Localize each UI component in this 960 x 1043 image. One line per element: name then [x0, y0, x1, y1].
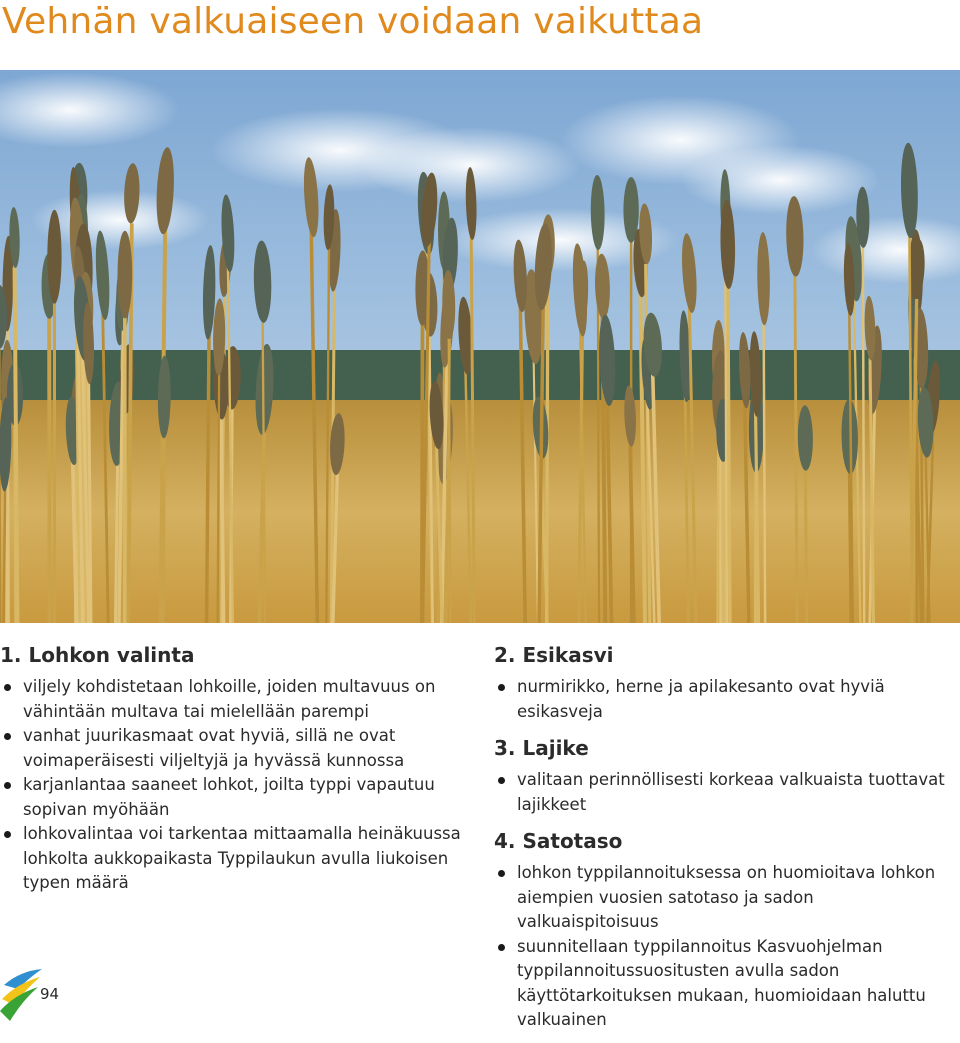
wheat-stalk [4, 474, 6, 623]
wheat-stalk [163, 427, 164, 623]
bullet-icon [4, 782, 11, 789]
wheat-stalk [728, 274, 730, 623]
list-item-text: viljely kohdistetaan lohkoille, joiden multavuus on vähintään multava tai mielellään parempi [23, 677, 435, 721]
page-number: 94 [40, 984, 59, 1004]
list-item-text: nurmirikko, herne ja apilakesanto ovat hyviä esikasveja [517, 677, 885, 721]
bullet-list [494, 675, 960, 724]
right-column [494, 641, 960, 1043]
wheat-ear [118, 231, 133, 319]
wheat-ear [47, 210, 61, 304]
bullet-list [494, 768, 960, 817]
wheat-stalk [221, 412, 224, 623]
bullet-list [0, 675, 470, 896]
section-lajike [494, 734, 960, 817]
bullet-icon [498, 944, 505, 951]
section-title: 2. Esikasvi [494, 641, 960, 669]
wheat-stalk [218, 367, 220, 623]
section-title: 3. Lajike [494, 734, 960, 762]
list-item-text: vanhat juurikasmaat ovat hyviä, sillä ne ovat voimaperäisesti viljeltyjä ja hyvässä kunnossa [23, 726, 404, 770]
wheat-stalk [805, 468, 806, 623]
bullet-list [494, 861, 960, 1033]
list-item [0, 822, 470, 896]
list-item [0, 724, 470, 773]
wheat-stalk [764, 309, 766, 623]
list-item-text: lohkovalintaa voi tarkentaa mittaamalla heinäkuussa lohkolta aukkopaikasta Typpilaukun avulla liukoisen typen määrä [23, 824, 461, 892]
bullet-icon [4, 733, 11, 740]
bullet-icon [4, 831, 11, 838]
list-item-text: valitaan perinnöllisesti korkeaa valkuaista tuottavat lajikkeet [517, 770, 945, 814]
list-item-text: suunnitellaan typpilannoitus Kasvuohjelman typpilannoitussuositusten avulla sadon käyttötarkoituksen mukaan, huomioidaan haluttu valkuainen [517, 937, 926, 1030]
wheat-field-photo [0, 70, 960, 623]
footer-logo-icon [0, 965, 120, 1023]
section-esikasvi [494, 641, 960, 724]
list-item [0, 675, 470, 724]
list-item [494, 861, 960, 935]
list-item [0, 773, 470, 822]
list-item [494, 768, 960, 817]
bullet-icon [498, 870, 505, 877]
wheat-stalk [863, 247, 864, 623]
section-title: 1. Lohkon valinta [0, 641, 470, 669]
bullet-icon [4, 684, 11, 691]
bullet-icon [498, 684, 505, 691]
wheat-stalk [723, 460, 724, 623]
list-item-text: karjanlantaa saaneet lohkot, joilta typpi vapautuu sopivan myöhään [23, 775, 435, 819]
list-item-text: lohkon typpilannoituksessa on huomioitava lohkon aiempien vuosien satotaso ja sadon valkuaispitoisuus [517, 863, 935, 931]
list-item [494, 935, 960, 1033]
section-lohkon-valinta [0, 641, 470, 896]
page-title: Vehnän valkuaiseen voidaan vaikuttaa [0, 0, 960, 44]
section-satotaso [494, 827, 960, 1033]
bullet-icon [498, 777, 505, 784]
list-item [494, 675, 960, 724]
section-title: 4. Satotaso [494, 827, 960, 855]
